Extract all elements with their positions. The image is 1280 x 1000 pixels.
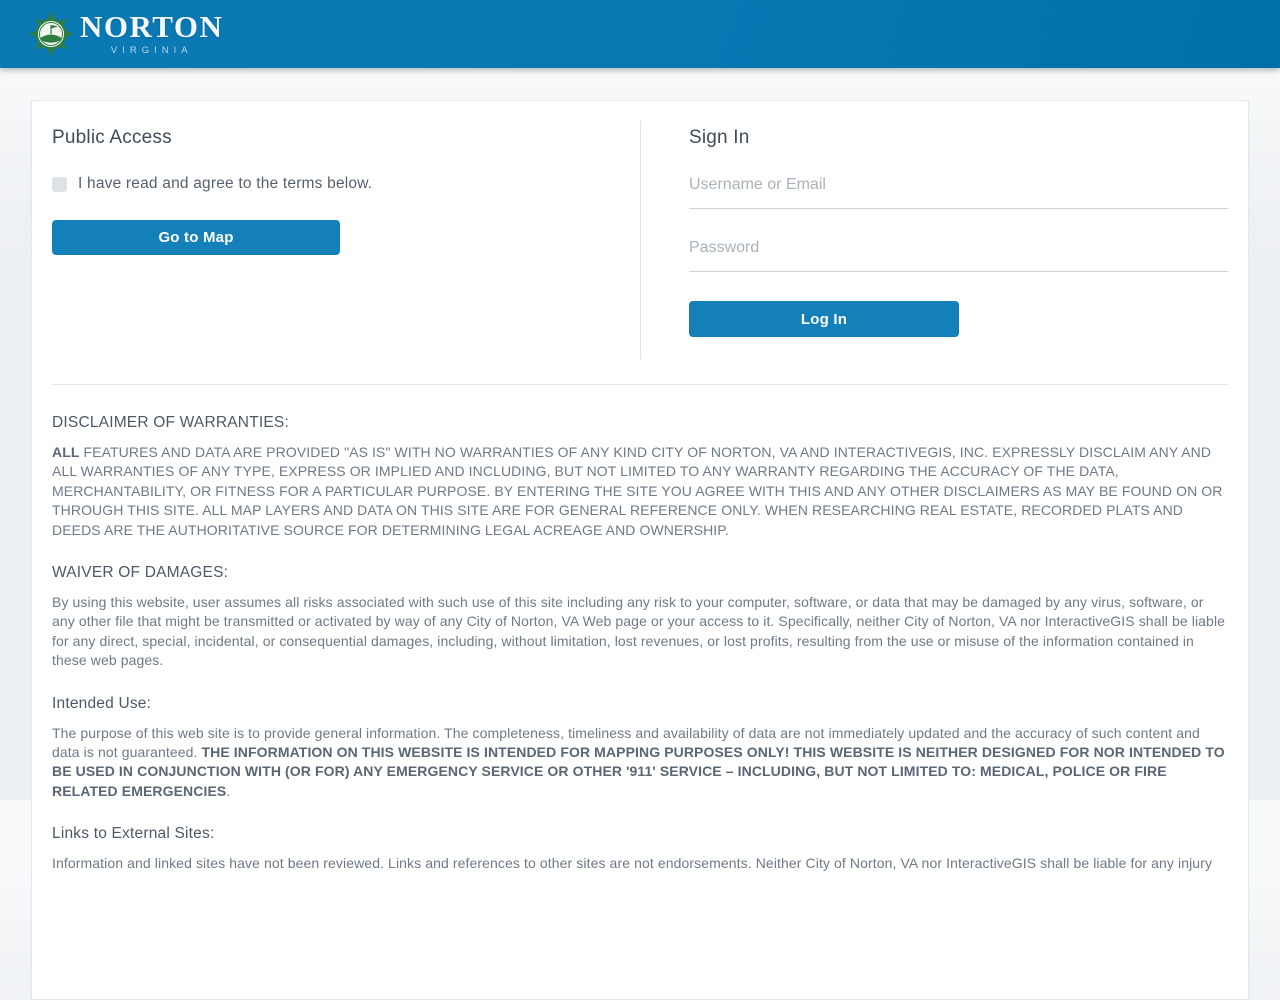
main-content: [0, 100, 1280, 1000]
go-to-map-button[interactable]: Go to Map: [52, 220, 340, 255]
terms-agree-checkbox[interactable]: [52, 177, 67, 192]
damages-paragraph: By using this website, user assumes all risks associated with such use of this site including any risk to your computer, software, or data that may be damaged by any virus, software, or any other file that might be transmitted or activated by way of any City of Norton, VA Web page or your access to it. Specifically, neither City of Norton, VA nor InteractiveGIS shall be liable for any direct, special, incidental, or consequential damages, including, without limitation, lost revenues, or lost profits, resulting from the use or misuse of the information contained in these web pages.: [52, 594, 1226, 669]
warranties-bold-lead: ALL: [52, 444, 80, 460]
warranties-heading: DISCLAIMER OF WARRANTIES:: [52, 414, 289, 431]
intended-use-paragraph: [52, 724, 1228, 802]
brand-subtitle: VIRGINIA: [110, 45, 193, 56]
section-divider: [52, 384, 1228, 385]
sign-in-title: Sign In: [689, 127, 750, 148]
external-links-paragraph: Information and linked sites have not been reviewed. Links and references to other sites are not endorsements. Neither City of Norton, VA nor InteractiveGIS shall be liable for any injury: [52, 855, 1213, 872]
log-in-button[interactable]: Log In: [689, 301, 959, 337]
external-links-heading: Links to External Sites:: [52, 825, 215, 843]
warranties-paragraph: [52, 443, 1228, 540]
card-columns: [32, 101, 1248, 384]
intended-use-bold: THE INFORMATION ON THIS WEBSITE IS INTENDED FOR MAPPING PURPOSES ONLY! THIS WEBSITE IS NEITHER DESIGNED FOR NOR INTENDED TO BE USED IN CONJUNCTION WITH (OR FOR) ANY EMERGENCY SERVICE OR OTHER '911' SERVICE – INCLUDING, BUT NOT LIMITED TO: MEDICAL, POLICE OR FIRE RELATED EMERGENCIES: [52, 744, 1225, 799]
damages-heading: WAIVER OF DAMAGES:: [52, 564, 229, 582]
public-access-title: Public Access: [52, 127, 172, 148]
app-header: [0, 0, 1280, 68]
norton-logo[interactable]: [28, 11, 223, 57]
warranties-text: FEATURES AND DATA ARE PROVIDED "AS IS" WITH NO WARRANTIES OF ANY KIND CITY OF NORTON, VA AND INTERACTIVEGIS, INC. EXPRESSLY DISCLAIM ANY AND ALL WARRANTIES OF ANY TYPE, EXPRESS OR IMPLIED AND INCLUDING, BUT NOT LIMITED TO ANY WARRANTY REGARDING THE ACCURACY OF THE DATA, MERCHANTABILITY, OR FITNESS FOR A PARTICULAR PURPOSE. BY ENTERING THE SITE YOU AGREE WITH THIS AND ANY OTHER DISCLAIMERS AS MAY BE FOUND ON OR THROUGH THIS SITE. ALL MAP LAYERS AND DATA ON THIS SITE ARE FOR GENERAL REFERENCE ONLY. WHEN RESEARCHING REAL ESTATE, RECORDED PLATS AND DEEDS ARE THE AUTHORITATIVE SOURCE FOR DETERMINING LEGAL ACREAGE AND OWNERSHIP.: [52, 444, 1223, 538]
norton-seal-icon: [28, 11, 74, 57]
brand-title: NORTON: [80, 9, 224, 44]
terms-agree-label: I have read and agree to the terms below.: [78, 175, 373, 192]
password-input[interactable]: [689, 233, 1228, 272]
public-access-section: [32, 101, 640, 384]
brand-text: [80, 9, 224, 56]
sign-in-section: [641, 101, 1248, 384]
terms-agree-row[interactable]: [52, 175, 620, 193]
intended-use-tail: .: [226, 782, 231, 799]
terms-text-block: [32, 414, 1248, 914]
access-card: [31, 100, 1249, 1000]
intended-use-text: The purpose of this web site is to provide general information. The completeness, timeliness and availability of data are not immediately updated and the accuracy of such content and data is not guaranteed.: [52, 724, 1200, 761]
username-input[interactable]: [689, 170, 1228, 209]
intended-use-heading: Intended Use:: [52, 694, 152, 712]
